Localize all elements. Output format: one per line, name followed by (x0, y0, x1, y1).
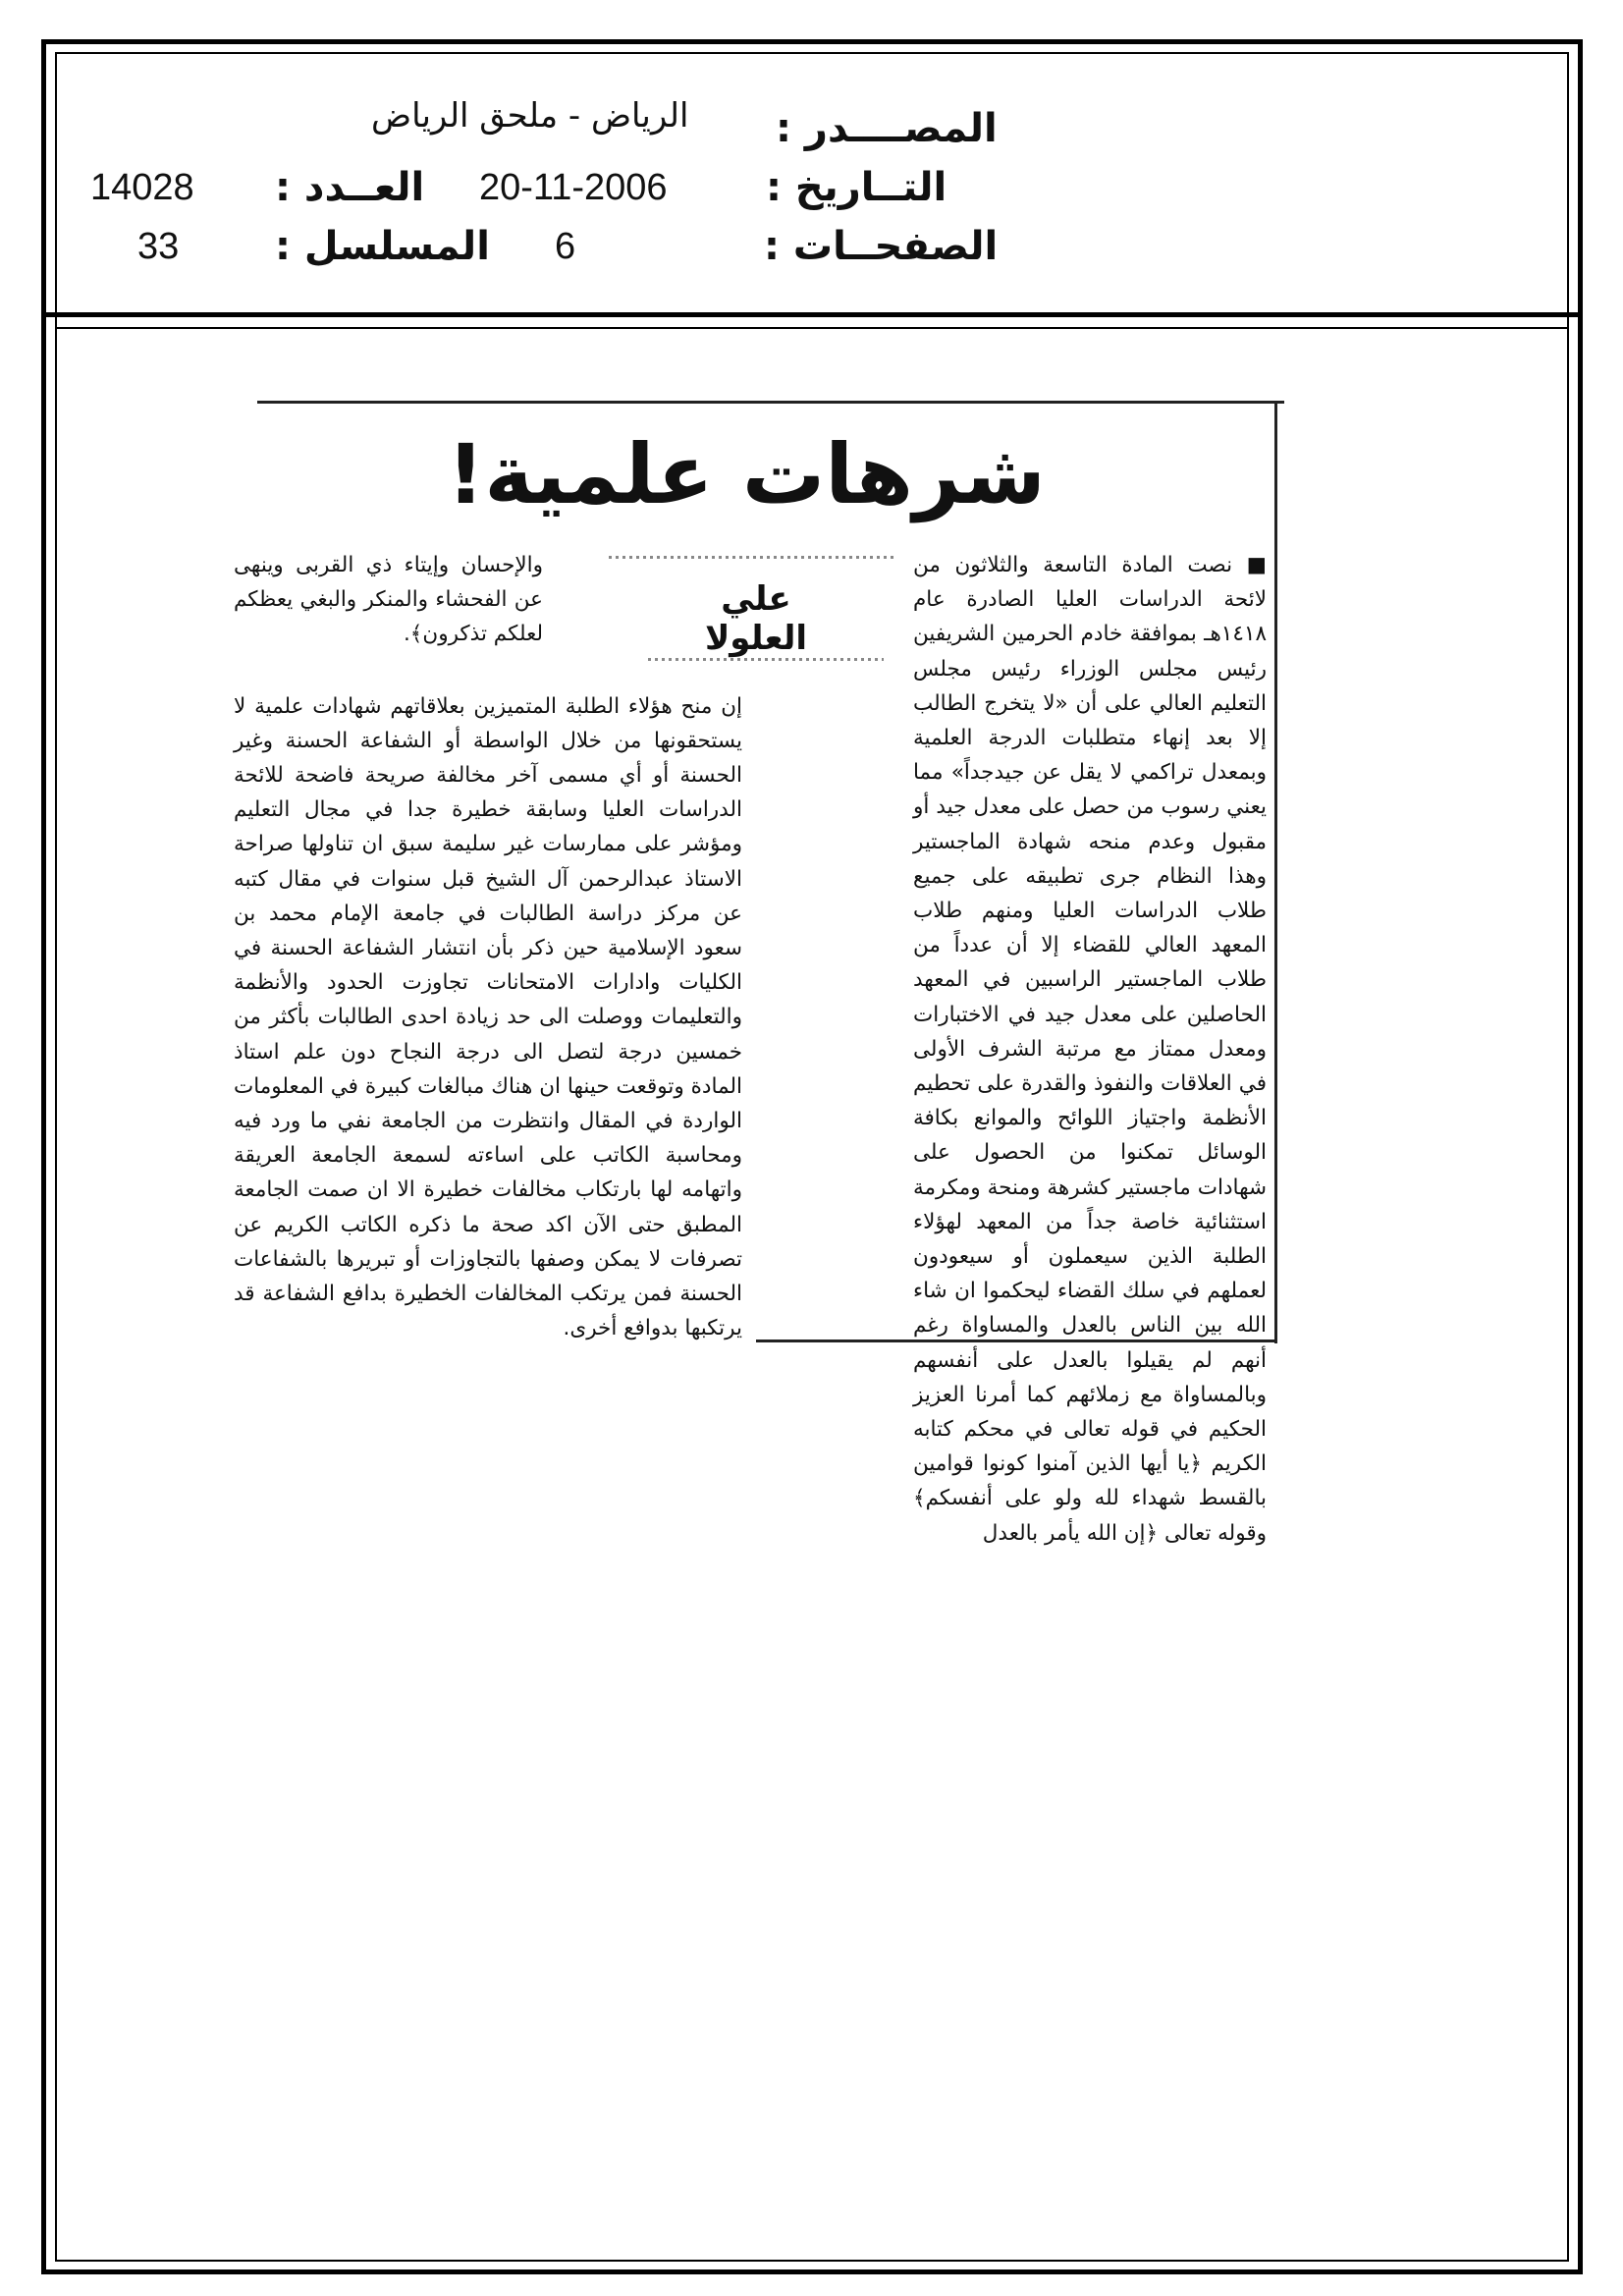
issue-value: 14028 (90, 167, 194, 208)
date-label: التــاريخ : (766, 165, 947, 210)
date-value: 20-11-2006 (479, 167, 668, 208)
header-divider (43, 312, 1581, 317)
source-value: الرياض - ملحق الرياض (371, 96, 689, 136)
article-headline: شرهات علمية! (447, 426, 1046, 522)
article-paragraph-intro: والإحسان وإيتاء ذي القربى وينهى عن الفحشاء والمنكر والبغي يعظكم لعلكم تذكرون﴾. (234, 553, 543, 647)
serial-value: 33 (137, 226, 180, 267)
pages-value: 6 (555, 226, 576, 267)
pages-label: الصفحــات : (764, 224, 999, 269)
issue-label: العــدد : (275, 165, 425, 210)
article-author: علي العلولا (704, 579, 808, 658)
article-paragraph: إن منح هؤلاء الطلبة المتميزين بعلاقاتهم شهادات علمية لا يستحقونها من خلال الواسطة أو الشفاعة الحسنة وغير الحسنة أو أي مسمى آخر مخالفة صريحة فاضحة للائحة الدراسات العليا وسابقة خطيرة جدا في مجال التعليم ومؤشر على ممارسات غير سليمة سبق ان تناولها صراحة الاستاذ عبدالرحمن آل الشيخ قبل سنوات في مقال كتبه عن مركز دراسة الطالبات في جامعة الإمام محمد بن سعود الإسلامية حين ذكر بأن انتشار الشفاعة الحسنة في الكليات وادارات الامتحانات تجاوزت الحدود والأنظمة والتعليمات ووصلت الى حد زيادة احدى الطالبات بأكثر من خمسين درجة لتصل الى درجة النجاح دون علم استاذ المادة وتوقعت حينها ان هناك مبالغات كبيرة في المعلومات الواردة في المقال وانتظرت من الجامعة نفي ما ورد فيه ومحاسبة الكاتب على اساءته لسمعة الجامعة العريقة واتهامه لها بارتكاب مخالفات خطيرة الا ان صمت الجامعة المطبق حتى الآن اكد صحة ما ذكره الكاتب الكريم عن تصرفات لا يمكن وصفها بالتجاوزات أو تبريرها بالشفاعات الحسنة فمن يرتكب المخالفات الخطيرة بدافع الشفاعة قد يرتكبها بدوافع أخرى. (234, 693, 742, 1341)
clipping-right-rule (1274, 401, 1277, 1343)
clipping-top-rule (257, 401, 1284, 404)
article-column-left (234, 548, 742, 1345)
article-paragraph: ■ نصت المادة التاسعة والثلاثون من لائحة الدراسات العليا الصادرة عام ١٤١٨هـ بموافقة خادم الحرمين الشريفين رئيس مجلس الوزراء رئيس مجلس التعليم العالي على أن «لا يتخرج الطالب إلا بعد إنهاء متطلبات الدرجة العلمية وبمعدل تراكمي لا يقل عن جيدجداً» مما يعني رسوب من حصل على معدل جيد أو مقبول وعدم منحه شهادة الماجستير وهذا النظام جرى تطبيقه على جميع طلاب الدراسات العليا ومنهم طلاب المعهد العالي للقضاء إلا أن عدداً من طلاب الماجستير الراسبين في المعهد الحاصلين على معدل جيد في الاختبارات ومعدل ممتاز مع مرتبة الشرف الأولى في العلاقات والنفوذ والقدرة على تحطيم الأنظمة واجتياز اللوائح والموانع بكافة الوسائل تمكنوا من الحصول على شهادات ماجستير كشرهة ومنحة ومكرمة استثنائية خاصة جداً من المعهد لهؤلاء الطلبة الذين سيعملون أو سيعودون لعملهم في سلك القضاء ليحكموا ان شاء الله بين الناس بالعدل والمساواة رغم أنهم لم يقيلوا بالعدل على أنفسهم وبالمساواة مع زملائهم كما أمرنا العزيز الحكيم في قوله تعالى في محكم كتابه الكريم ﴿يا أيها الذين آمنوا كونوا قوامين بالقسط شهداء لله ولو على أنفسكم﴾ وقوله تعالى ﴿إن الله يأمر بالعدل (913, 553, 1267, 1546)
source-label: المصــــدر : (776, 106, 998, 151)
header-divider-inner (55, 327, 1569, 329)
article-column-right (913, 548, 1267, 1551)
serial-label: المسلسل : (275, 224, 490, 269)
